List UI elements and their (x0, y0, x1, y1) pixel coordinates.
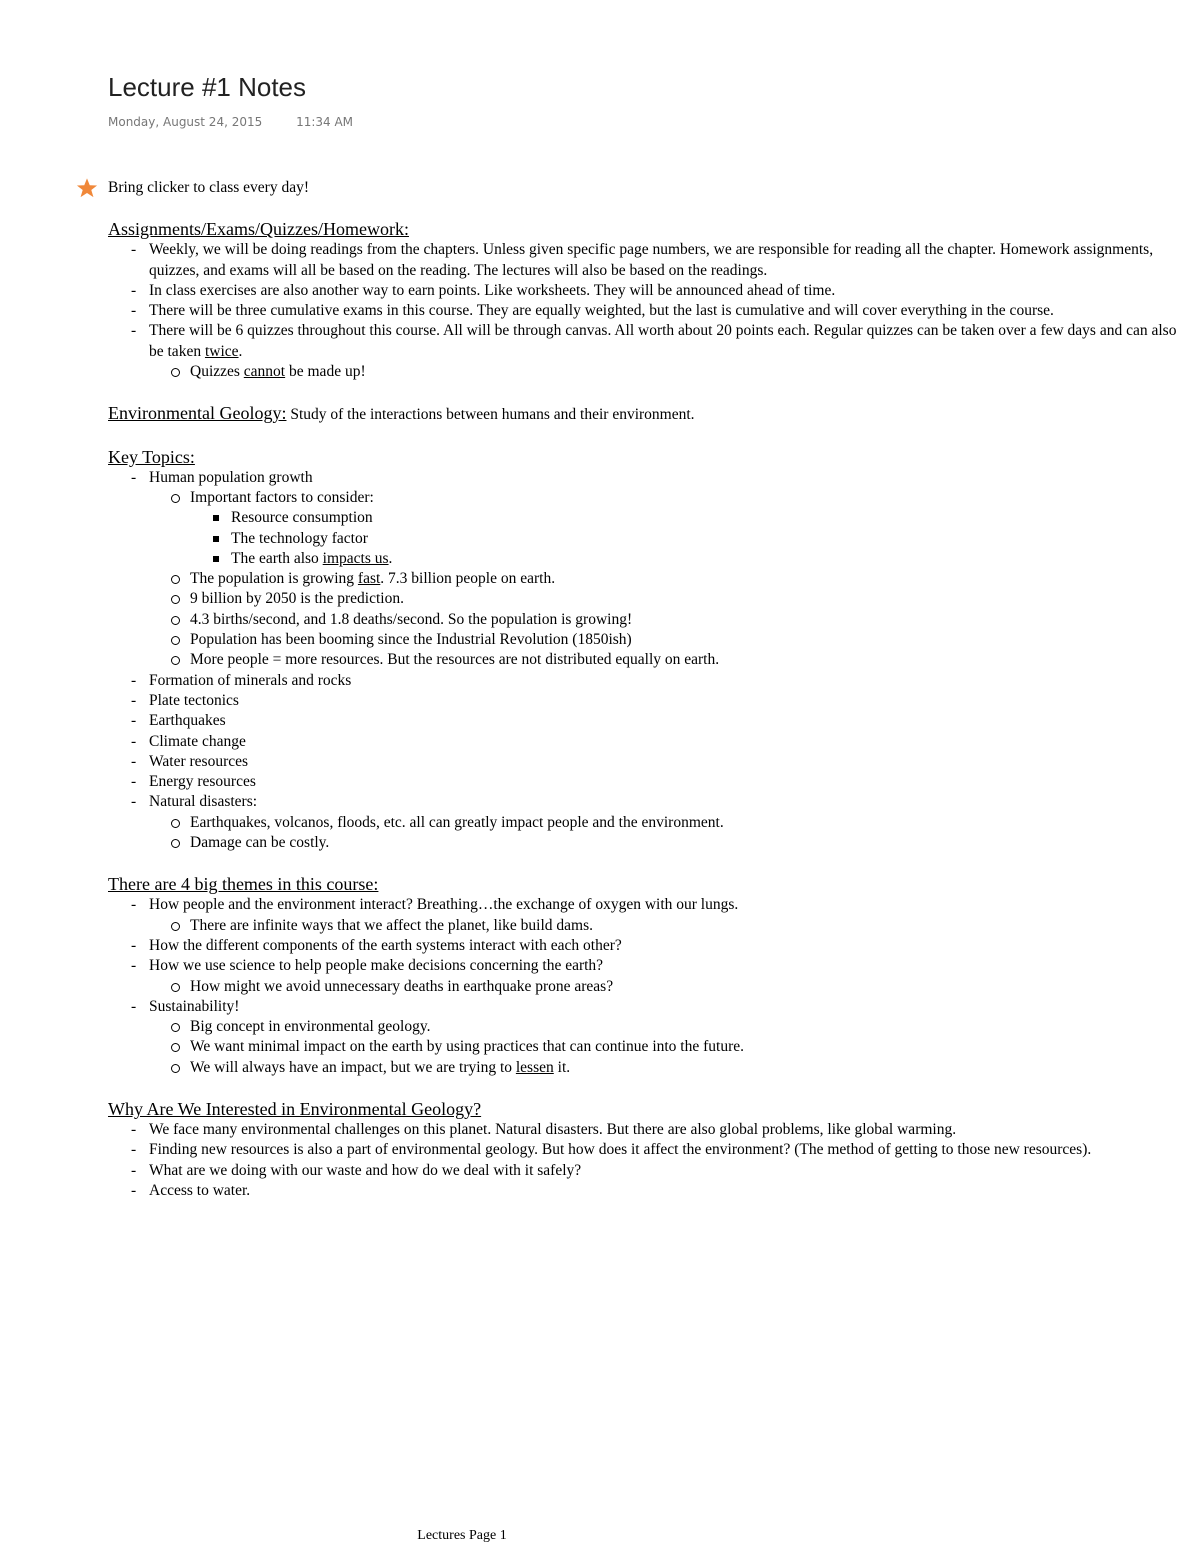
key-topics-heading: Key Topics: (108, 446, 195, 467)
list-item: 9 billion by 2050 is the prediction. (149, 589, 1193, 609)
list-item: Damage can be costly. (149, 833, 1193, 853)
assignments-list (108, 240, 1193, 382)
list-item: - Climate change (108, 732, 1193, 752)
page-timestamp (108, 115, 353, 129)
sub-list (149, 1017, 1193, 1078)
text-run: . 7.3 billion people on earth. (380, 570, 556, 588)
definition-term: Environmental Geology: (108, 403, 287, 424)
text-run: Natural disasters: (149, 793, 258, 811)
themes-list (108, 895, 1193, 1078)
list-item: How might we avoid unnecessary deaths in earthquake prone areas? (149, 977, 1193, 997)
list-item: The technology factor (190, 529, 1193, 549)
list-item (190, 549, 1193, 569)
why-heading: Why Are We Interested in Environmental Geology? (108, 1098, 482, 1119)
list-item: 4.3 births/second, and 1.8 deaths/second. So the population is growing! (149, 610, 1193, 630)
list-item: - In class exercises are also another way to earn points. Like worksheets. They will be announced ahead of time. (108, 281, 1193, 301)
text-run: Sustainability! (149, 997, 240, 1015)
tagged-note-text: Bring clicker to class every day! (108, 179, 309, 196)
why-section (108, 1098, 1193, 1201)
sub-list (149, 916, 1193, 936)
page-date: Monday, August 24, 2015 (108, 115, 263, 129)
tagged-note (108, 178, 1193, 198)
text-run: The population is growing (190, 570, 358, 588)
list-item (108, 792, 1193, 853)
sub-list (149, 977, 1193, 997)
list-item: - Finding new resources is also a part of environmental geology. But how does it affect the environment? (The method of getting to those new resources). (108, 1140, 1193, 1160)
text-run: Human population growth (149, 468, 313, 486)
list-item: - Weekly, we will be doing readings from the chapters. Unless given specific page numbers, we are responsible for reading all the chapter. Homework assignments, quizzes, and exams will all be based on the reading. The lectures will also be based on the readings. (108, 240, 1193, 281)
underlined-text: impacts us (322, 549, 389, 567)
sub-list (149, 813, 1193, 854)
text-run: The earth also (231, 549, 323, 567)
page-time: 11:34 AM (296, 115, 354, 129)
text-run: it. (553, 1058, 571, 1076)
list-item: - Energy resources (108, 772, 1193, 792)
text-run: There will be 6 quizzes throughout this course. All will be through canvas. All worth about 20 points each. Regular quizzes can be taken over a few days and can also be taken (149, 322, 1177, 360)
sub-list (149, 362, 1193, 382)
star-icon (76, 177, 98, 199)
definition-text: Study of the interactions between humans and their environment. (286, 406, 695, 424)
page-title: Lecture #1 Notes (108, 72, 307, 102)
list-item (108, 895, 1193, 936)
list-item: - Earthquakes (108, 711, 1193, 731)
list-item: Resource consumption (190, 508, 1193, 528)
underlined-text: twice (204, 342, 239, 360)
themes-heading: There are 4 big themes in this course: (108, 874, 379, 895)
sub-sub-list (190, 508, 1193, 569)
list-item: There are infinite ways that we affect the planet, like build dams. (149, 916, 1193, 936)
assignments-section (108, 218, 1193, 382)
list-item: - Plate tectonics (108, 691, 1193, 711)
text-run: We will always have an impact, but we are trying to (190, 1058, 516, 1076)
note-content[interactable] (108, 178, 1193, 1221)
list-item: More people = more resources. But the resources are not distributed equally on earth. (149, 650, 1193, 670)
list-item: - Access to water. (108, 1181, 1193, 1201)
list-item: We want minimal impact on the earth by using practices that can continue into the future. (149, 1037, 1193, 1057)
list-item: - How the different components of the earth systems interact with each other? (108, 936, 1193, 956)
underlined-text: lessen (515, 1058, 554, 1076)
text-run: be made up! (285, 363, 366, 381)
definition-section (108, 402, 1193, 425)
text-run: . (238, 342, 243, 360)
text-run: Quizzes (190, 363, 244, 381)
page-footer: Lectures Page 1 (417, 1528, 507, 1543)
list-item: - There will be three cumulative exams in this course. They are equally weighted, but the last is cumulative and will cover everything in the course. (108, 301, 1193, 321)
list-item (108, 468, 1193, 671)
list-item: Population has been booming since the Industrial Revolution (1850ish) (149, 630, 1193, 650)
list-item (108, 997, 1193, 1078)
key-topics-list (108, 468, 1193, 854)
why-list (108, 1120, 1193, 1201)
list-item: Big concept in environmental geology. (149, 1017, 1193, 1037)
sub-list (149, 488, 1193, 671)
text-run: Important factors to consider: (190, 488, 374, 506)
themes-section (108, 873, 1193, 1078)
list-item (149, 569, 1193, 589)
list-item (108, 321, 1193, 382)
underlined-text: cannot (243, 363, 286, 381)
key-topics-section (108, 446, 1193, 854)
list-item: Earthquakes, volcanos, floods, etc. all can greatly impact people and the environment. (149, 813, 1193, 833)
list-item (108, 956, 1193, 997)
list-item: - What are we doing with our waste and how do we deal with it safely? (108, 1161, 1193, 1181)
list-item: - Formation of minerals and rocks (108, 671, 1193, 691)
list-item (149, 362, 1193, 382)
list-item (149, 488, 1193, 569)
underlined-text: fast (357, 570, 381, 588)
list-item: - We face many environmental challenges on this planet. Natural disasters. But there are also global problems, like global warming. (108, 1120, 1193, 1140)
assignments-heading: Assignments/Exams/Quizzes/Homework: (108, 219, 409, 240)
text-run: How people and the environment interact? Breathing…the exchange of oxygen with our lungs. (149, 896, 739, 914)
list-item (149, 1058, 1193, 1078)
list-item: - Water resources (108, 752, 1193, 772)
text-run: How we use science to help people make decisions concerning the earth? (149, 957, 604, 975)
text-run: . (388, 549, 393, 567)
